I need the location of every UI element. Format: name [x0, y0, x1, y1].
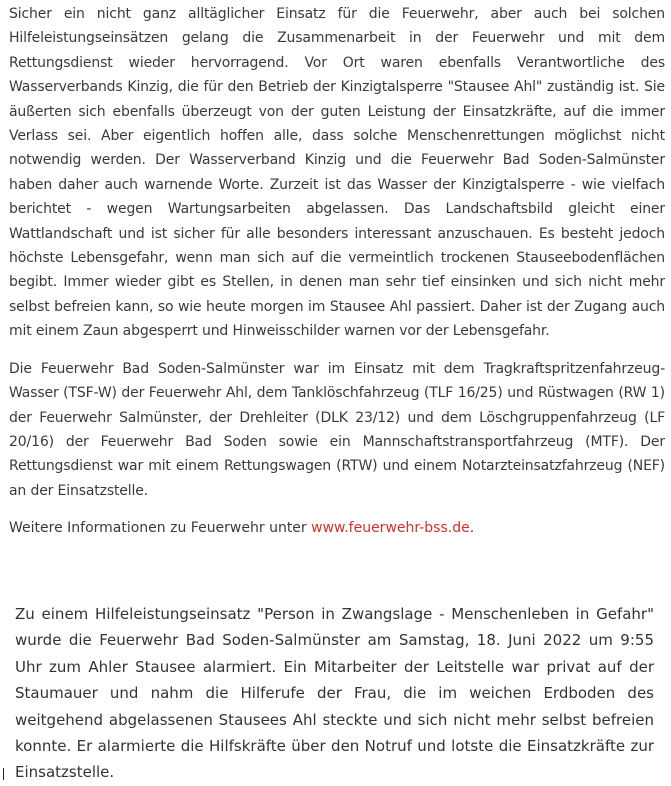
article-paragraph-warning: Sicher ein nicht ganz alltäglicher Einsatz für die Feuerwehr, aber auch bei solchen Hilfeleistungseinsätzen gelang die Zusammenarbeit in der Feuerwehr und mit dem Rettungsdienst wieder hervorragend. Vor Ort waren ebenfalls Verantwortliche des Wasserverbands Kinzig, die für den Betrieb der Kinzigtalsperre "Stausee Ahl" zuständig ist. Sie äußerten sich ebenfalls überzeugt von der guten Leistung der Einsatzkräfte, auf die immer Verlass sei. Aber eigentlich hoffen alle, dass solche Menschenrettungen möglichst nicht notwendig werden. Der Wasserverband Kinzig und die Feuerwehr Bad Soden-Salmünster haben daher auch warnende Worte. Zurzeit ist das Wasser der Kinzigtalsperre - wie vielfach berichtet - wegen Wartungsarbeiten abgelassen. Das Landschaftsbild gleicht einer Wattlandschaft und ist sicher für alle besonders interessant anzuschauen. Es besteht jedoch höchste Lebensgefahr, wenn man sich auf die vermeintlich trockenen Stauseebodenflächen begibt. Immer wieder gibt es Stellen, in denen man sehr tief einsinken und sich nicht mehr selbst befreien kann, so wie heute morgen im Stausee Ahl passiert. Daher ist der Zugang auch mit einem Zaun abgesperrt und Hinweisschilder warnen vor der Lebensgefahr.	[9, 6, 665, 340]
text-cursor	[3, 768, 4, 780]
article-body	[9, 2, 665, 541]
more-info-line	[9, 516, 665, 540]
incident-summary-block	[15, 601, 654, 786]
more-info-prefix: Weitere Informationen zu Feuerwehr unter	[9, 520, 312, 537]
more-info-suffix: .	[469, 520, 475, 537]
incident-summary-paragraph: Zu einem Hilfeleistungseinsatz "Person in Zwangslage - Menschenleben in Gefahr" wurde die Feuerwehr Bad Soden-Salmünster am Samstag, 18. Juni 2022 um 9:55 Uhr zum Ahler Stausee alarmiert. Ein Mitarbeiter der Leitstelle war privat auf der Staumauer und nahm die Hilferufe der Frau, die im weichen Erdboden des weitgehend abgelassenen Stausees Ahl steckte und sich nicht mehr selbst befreien konnte. Er alarmierte die Hilfskräfte über den Notruf und lotste die Einsatzkräfte zur Einsatzstelle.	[15, 605, 654, 782]
article-paragraph-vehicles: Die Feuerwehr Bad Soden-Salmünster war im Einsatz mit dem Tragkraftspritzenfahrzeug-Wasser (TSF-W) der Feuerwehr Ahl, dem Tanklöschfahrzeug (TLF 16/25) und Rüstwagen (RW 1) der Feuerwehr Salmünster, der Drehleiter (DLK 23/12) und dem Löschgruppenfahrzeug (LF 20/16) der Feuerwehr Bad Soden sowie ein Mannschaftstransportfahrzeug (MTF). Der Rettungsdienst war mit einem Rettungswagen (RTW) und einem Notarzteinsatzfahrzeug (NEF) an der Einsatzstelle.	[9, 360, 665, 499]
feuerwehr-website-link[interactable]: www.feuerwehr-bss.de	[311, 520, 470, 537]
